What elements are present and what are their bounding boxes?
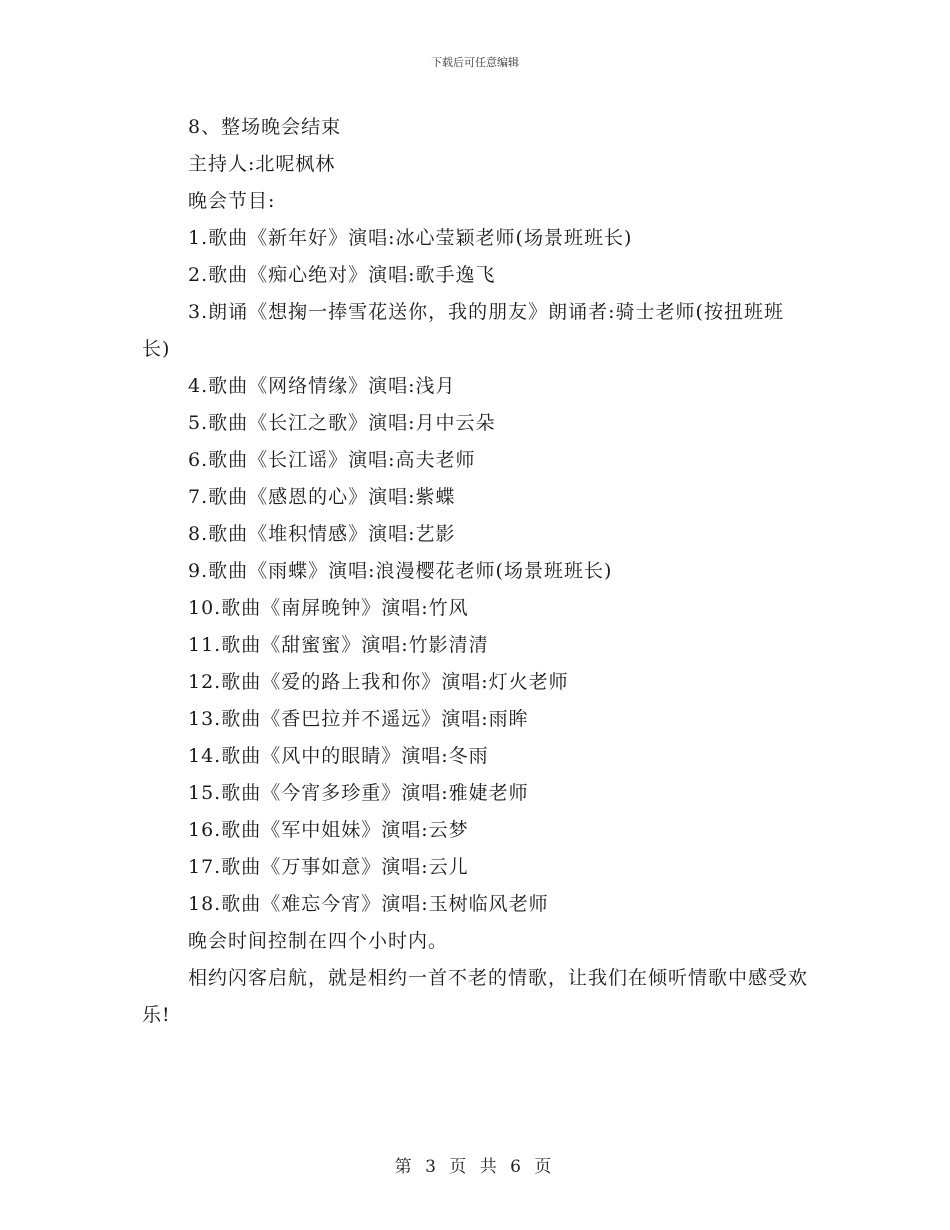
program-item: 12.歌曲《爱的路上我和你》演唱:灯火老师: [188, 671, 569, 693]
program-item: 5.歌曲《长江之歌》演唱:月中云朵: [188, 412, 496, 434]
program-item: 2.歌曲《痴心绝对》演唱:歌手逸飞: [188, 264, 496, 286]
closing-paragraph: 相约闪客启航，就是相约一首不老的情歌，让我们在倾听情歌中感受欢乐!: [142, 967, 809, 1026]
program-item: 3.朗诵《想掬一捧雪花送你，我的朋友》朗诵者:骑士老师(按扭班班长): [142, 301, 784, 360]
program-item: 7.歌曲《感恩的心》演唱:紫蝶: [188, 486, 456, 508]
program-item: 18.歌曲《难忘今宵》演唱:玉树临风老师: [188, 893, 549, 915]
event-end-line: 8、整场晚会结束: [188, 116, 342, 138]
program-item: 11.歌曲《甜蜜蜜》演唱:竹影清清: [188, 634, 489, 656]
program-item: 15.歌曲《今宵多珍重》演唱:雅婕老师: [188, 782, 529, 804]
duration-line: 晚会时间控制在四个小时内。: [188, 930, 449, 952]
document-body: [142, 109, 810, 1034]
program-item: 8.歌曲《堆积情感》演唱:艺影: [188, 523, 456, 545]
program-heading: 晚会节目:: [188, 190, 276, 212]
program-item: 16.歌曲《军中姐妹》演唱:云梦: [188, 819, 469, 841]
program-item: 13.歌曲《香巴拉并不遥远》演唱:雨眸: [188, 708, 529, 730]
page-number: 第 3 页 共 6 页: [394, 1157, 556, 1177]
program-item: 17.歌曲《万事如意》演唱:云儿: [188, 856, 469, 878]
program-item: 14.歌曲《风中的眼睛》演唱:冬雨: [188, 745, 489, 767]
program-item: 1.歌曲《新年好》演唱:冰心莹颖老师(场景班班长): [188, 227, 633, 249]
host-line: 主持人:北呢枫林: [188, 153, 336, 175]
program-item: 9.歌曲《雨蝶》演唱:浪漫樱花老师(场景班班长): [188, 560, 613, 582]
page-header: 下载后可任意编辑: [431, 56, 519, 69]
program-item: 6.歌曲《长江谣》演唱:高夫老师: [188, 449, 476, 471]
program-item: 10.歌曲《南屏晚钟》演唱:竹风: [188, 597, 469, 619]
program-item: 4.歌曲《网络情缘》演唱:浅月: [188, 375, 456, 397]
